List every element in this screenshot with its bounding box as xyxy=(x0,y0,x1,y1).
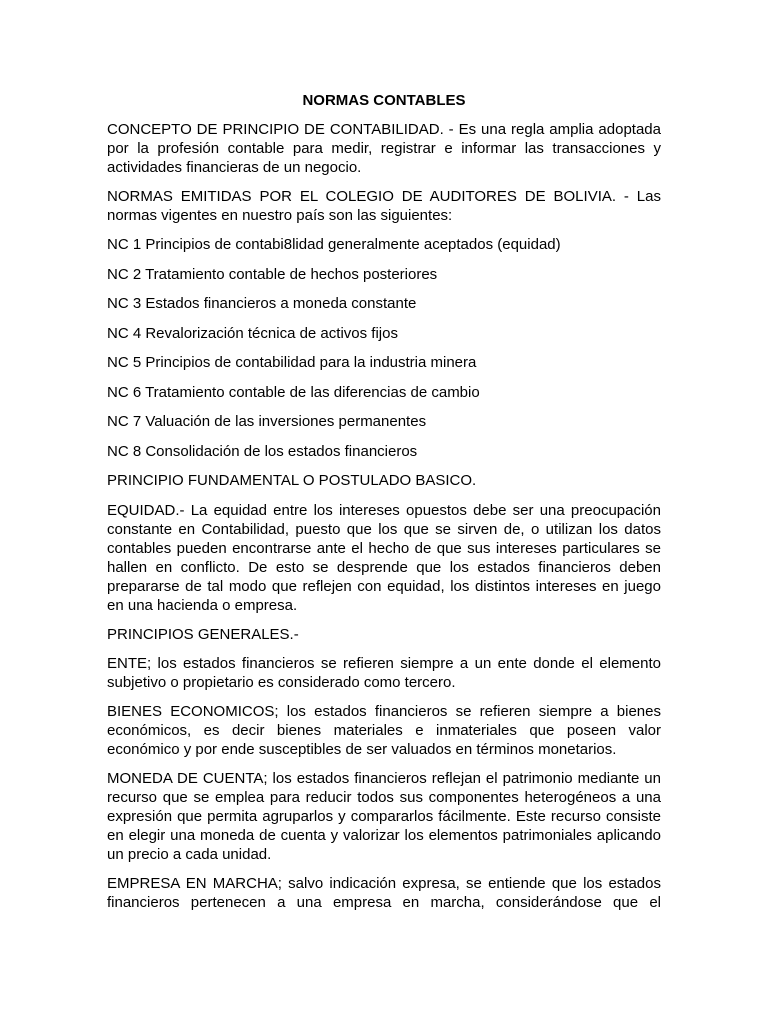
general-principles-heading: PRINCIPIOS GENERALES.- xyxy=(107,625,299,643)
norm-item-nc4: NC 4 Revalorización técnica de activos fijos xyxy=(107,324,398,342)
equity-paragraph: EQUIDAD.- La equidad entre los intereses opuestos debe ser una preocupación constante en Contabilidad, puesto que los que se sirven de, o utilizan los datos contables pueden encontrarse ante el hecho de que sus intereses particulares se hallen en conflicto. De esto se desprende que los estados financieros deben prepararse de tal modo que reflejen con equidad, los distintos intereses en juego en una hacienda o empresa. xyxy=(107,501,661,614)
empresa-en-marcha-paragraph: EMPRESA EN MARCHA; salvo indicación expresa, se entiende que los estados financieros pertenecen a una empresa en marcha, considerándose que el xyxy=(107,875,661,911)
norm-item-nc8: NC 8 Consolidación de los estados financieros xyxy=(107,442,418,460)
norm-item-nc5: NC 5 Principios de contabilidad para la industria minera xyxy=(107,354,477,371)
bienes-economicos-paragraph: BIENES ECONOMICOS; los estados financieros se refieren siempre a bienes económicos, es decir bienes materiales e inmateriales que poseen valor económico y por ende susceptibles de ser valuados en términos monetarios. xyxy=(107,703,661,758)
norm-item-nc7: NC 7 Valuación de las inversiones permanentes xyxy=(107,413,427,430)
norm-item-nc3: NC 3 Estados financieros a moneda constante xyxy=(107,295,417,312)
principle-concept-paragraph: CONCEPTO DE PRINCIPIO DE CONTABILIDAD. - Es una regla amplia adoptada por la profesión contable para medir, registrar e informar las transacciones y actividades financieras de un negocio. xyxy=(107,121,661,176)
norm-item-nc1: NC 1 Principios de contabi8lidad generalmente aceptados (equidad) xyxy=(107,236,561,253)
norm-item-nc6: NC 6 Tratamiento contable de las diferencias de cambio xyxy=(107,383,480,401)
ente-paragraph: ENTE; los estados financieros se refieren siempre a un ente donde el elemento subjetivo o propietario es considerado como tercero. xyxy=(107,655,661,691)
moneda-de-cuenta-paragraph: MONEDA DE CUENTA; los estados financieros reflejan el patrimonio mediante un recurso que se emplea para reducir todos sus componentes heterogéneos a una expresión que permita agruparlos y compararlos fácilmente. Este recurso consiste en elegir una moneda de cuenta y valorizar los elementos patrimoniales aplicando un precio a cada unidad. xyxy=(107,770,661,863)
norm-item-nc2: NC 2 Tratamiento contable de hechos posteriores xyxy=(107,265,438,283)
issued-norms-paragraph: NORMAS EMITIDAS POR EL COLEGIO DE AUDITORES DE BOLIVIA. - Las normas vigentes en nuestro país son las siguientes: xyxy=(107,188,661,224)
document-title: NORMAS CONTABLES xyxy=(302,92,466,109)
fundamental-principle-heading: PRINCIPIO FUNDAMENTAL O POSTULADO BASICO. xyxy=(107,472,477,489)
document-page xyxy=(107,92,661,922)
